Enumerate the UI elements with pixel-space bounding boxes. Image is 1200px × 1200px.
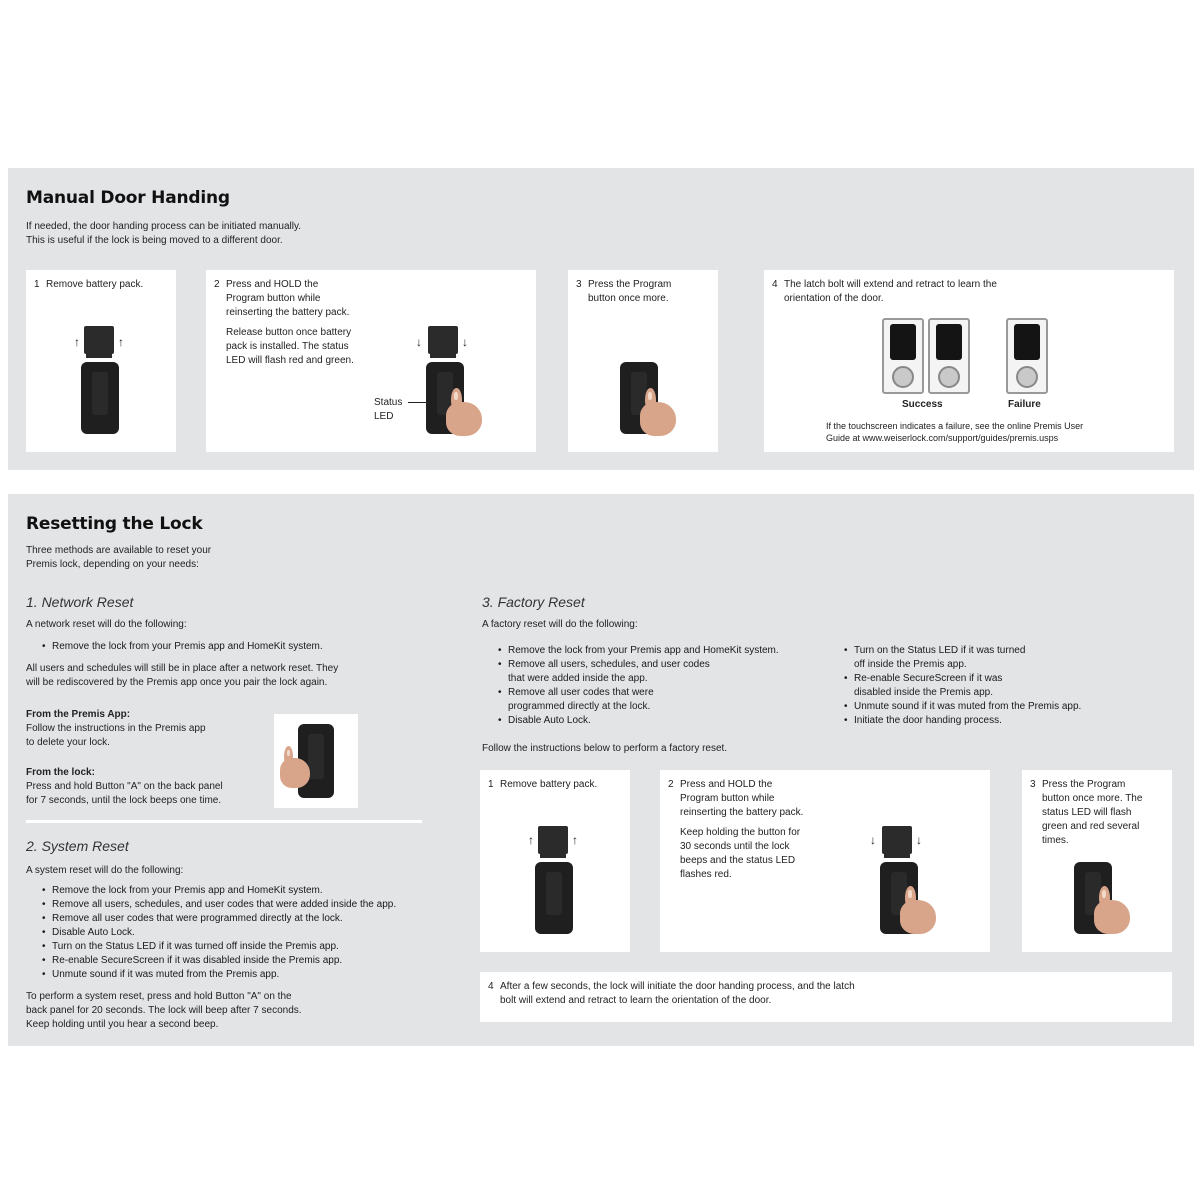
battery-pack-icon — [84, 326, 114, 354]
factory-step3-card — [1022, 770, 1172, 952]
factory-bullet-cont: programmed directly at the lock. — [508, 701, 651, 712]
manual-step2-text: 2 Press and HOLD the Program button while reinserting the battery pack. Release button once battery pack is installed. The status LED will flash red and green. — [214, 279, 354, 366]
factory-reset-title: 3. Factory Reset — [482, 594, 585, 610]
up-arrow-icon: ↑ — [74, 335, 80, 349]
resetting-lock-panel — [8, 494, 1194, 1046]
factory-step2-line6: beeps and the status LED — [680, 855, 796, 866]
finger-press-icon — [280, 758, 310, 788]
network-reset-lead: A network reset will do the following: — [26, 619, 187, 630]
reset-intro-line1: Three methods are available to reset your — [26, 545, 212, 556]
factory-step3-line4: green and red several — [1042, 821, 1140, 832]
manual-intro-line2: This is useful if the lock is being moved to a different door. — [26, 235, 283, 246]
factory-step2-line3: reinserting the battery pack. — [680, 807, 804, 818]
failure-label: Failure — [1008, 399, 1041, 410]
factory-step3-text: 3 Press the Program button once more. The status LED will flash green and red several times. — [1030, 779, 1143, 846]
factory-step2-line4: Keep holding the button for — [680, 827, 801, 838]
finger-press-icon — [1094, 900, 1130, 934]
manual-step1-label: Remove battery pack. — [46, 279, 144, 290]
system-bullet: • Disable Auto Lock. — [52, 926, 396, 940]
manual-step1-text: 1 Remove battery pack. — [34, 279, 144, 290]
system-reset-after — [26, 990, 302, 1032]
battery-pack-icon — [882, 826, 912, 854]
down-arrow-icon: ↓ — [416, 335, 422, 349]
factory-step4-line2: bolt will extend and retract to learn the orientation of the door. — [500, 995, 772, 1006]
network-reset-bullets — [38, 640, 323, 654]
down-arrow-icon: ↓ — [462, 335, 468, 349]
from-premis-app-heading: From the Premis App: — [26, 709, 131, 720]
up-arrow-icon: ↑ — [572, 833, 578, 847]
factory-step3-line5: times. — [1042, 835, 1069, 846]
factory-step2-line2: Program button while — [680, 793, 775, 804]
from-the-lock-line2: for 7 seconds, until the lock beeps one time. — [26, 795, 222, 806]
lock-back-icon — [535, 862, 573, 934]
factory-bullet: • Disable Auto Lock. — [508, 714, 779, 728]
system-bullet: • Remove all users, schedules, and user codes that were added inside the app. — [52, 898, 396, 912]
factory-bullet: • Unmute sound if it was muted from the Premis app. — [854, 700, 1081, 714]
reset-intro — [26, 544, 211, 572]
down-arrow-icon: ↓ — [916, 833, 922, 847]
manual-step2-line1: Press and HOLD the — [226, 279, 319, 290]
system-reset-title: 2. System Reset — [26, 838, 129, 854]
factory-step2-line7: flashes red. — [680, 869, 732, 880]
system-after-line2: back panel for 20 seconds. The lock will beep after 7 seconds. — [26, 1005, 302, 1016]
failure-note — [826, 420, 1083, 444]
factory-bullets-left — [494, 644, 779, 728]
system-after-line1: To perform a system reset, press and hold Button "A" on the — [26, 991, 292, 1002]
status-led-pointer — [408, 402, 428, 403]
factory-reset-lead: A factory reset will do the following: — [482, 619, 638, 630]
factory-step1-label: Remove battery pack. — [500, 779, 598, 790]
status-led-label-line1: Status — [374, 397, 403, 408]
manual-step3-text: 3 Press the Program button once more. — [576, 279, 672, 304]
reset-intro-line2: Premis lock, depending on your needs: — [26, 559, 199, 570]
down-arrow-icon: ↓ — [870, 833, 876, 847]
finger-press-icon — [640, 402, 676, 436]
manual-intro — [26, 220, 301, 248]
factory-follow: Follow the instructions below to perform a factory reset. — [482, 743, 728, 754]
system-reset-bullets — [38, 884, 396, 982]
system-bullet: • Remove the lock from your Premis app and HomeKit system. — [52, 884, 396, 898]
status-led-label-line2: LED — [374, 411, 394, 422]
factory-bullets-right — [840, 644, 1081, 728]
manual-door-handing-panel — [8, 168, 1194, 470]
network-bullet: • Remove the lock from your Premis app and HomeKit system. — [52, 640, 323, 654]
factory-step2-line1: Press and HOLD the — [680, 779, 773, 790]
factory-bullet: • Remove the lock from your Premis app and HomeKit system. — [508, 644, 779, 658]
factory-bullet-cont: disabled inside the Premis app. — [854, 687, 993, 698]
manual-step3-card — [568, 270, 718, 452]
failure-note-line2: Guide at www.weiserlock.com/support/guides/premis.usps — [826, 433, 1059, 443]
factory-step1-text: 1 Remove battery pack. — [488, 779, 598, 790]
system-after-line3: Keep holding until you hear a second beep. — [26, 1019, 219, 1030]
network-reset-title: 1. Network Reset — [26, 594, 134, 610]
manual-step4-line2: orientation of the door. — [784, 293, 884, 304]
manual-step2-card — [206, 270, 536, 452]
resetting-lock-title: Resetting the Lock — [26, 514, 203, 534]
factory-step4-text: 4 After a few seconds, the lock will initiate the door handing process, and the latch bolt will extend and retract to learn the orientation of the door. — [488, 981, 855, 1006]
from-premis-app — [26, 708, 206, 750]
status-led-label — [374, 396, 402, 424]
factory-step3-line2: button once more. The — [1042, 793, 1143, 804]
manual-door-handing-title: Manual Door Handing — [26, 188, 230, 208]
factory-step3-line3: status LED will flash — [1042, 807, 1132, 818]
system-bullet: • Unmute sound if it was muted from the Premis app. — [52, 968, 396, 982]
lock-front-success-icon — [928, 318, 970, 394]
factory-bullet: • Turn on the Status LED if it was turned — [854, 644, 1081, 658]
battery-pack-icon — [428, 326, 458, 354]
factory-step2-line5: 30 seconds until the lock — [680, 841, 790, 852]
failure-note-line1: If the touchscreen indicates a failure, see the online Premis User — [826, 421, 1084, 431]
section-divider — [26, 820, 422, 823]
manual-step2-line6: LED will flash red and green. — [226, 355, 354, 366]
from-the-lock-heading: From the lock: — [26, 767, 95, 778]
from-the-lock-line1: Press and hold Button "A" on the back panel — [26, 781, 223, 792]
system-bullet: • Re-enable SecureScreen if it was disabled inside the Premis app. — [52, 954, 396, 968]
up-arrow-icon: ↑ — [528, 833, 534, 847]
manual-step3-line1: Press the Program — [588, 279, 672, 290]
system-bullet: • Turn on the Status LED if it was turned off inside the Premis app. — [52, 940, 396, 954]
manual-step2-line5: pack is installed. The status — [226, 341, 349, 352]
factory-bullet-cont: that were added inside the app. — [508, 673, 648, 684]
manual-step3-line2: button once more. — [588, 293, 669, 304]
factory-bullet: • Re-enable SecureScreen if it was — [854, 672, 1081, 686]
finger-press-icon — [900, 900, 936, 934]
manual-step2-line2: Program button while — [226, 293, 321, 304]
factory-step4-line1: After a few seconds, the lock will initiate the door handing process, and the latch — [500, 981, 855, 992]
network-after-line2: will be rediscovered by the Premis app once you pair the lock again. — [26, 677, 328, 688]
factory-step1-card — [480, 770, 630, 952]
system-bullet: • Remove all user codes that were programmed directly at the lock. — [52, 912, 396, 926]
manual-intro-line1: If needed, the door handing process can be initiated manually. — [26, 221, 301, 232]
battery-pack-icon — [538, 826, 568, 854]
factory-bullet: • Remove all users, schedules, and user codes — [508, 658, 779, 672]
factory-step4-card — [480, 972, 1172, 1022]
manual-step1-card — [26, 270, 176, 452]
from-premis-app-line1: Follow the instructions in the Premis app — [26, 723, 206, 734]
factory-bullet: • Remove all user codes that were — [508, 686, 779, 700]
lock-front-success-icon — [882, 318, 924, 394]
manual-step4-card — [764, 270, 1174, 452]
manual-step2-line4: Release button once battery — [226, 327, 352, 338]
manual-step4-line1: The latch bolt will extend and retract to learn the — [784, 279, 997, 290]
factory-step2-text: 2 Press and HOLD the Program button while reinserting the battery pack. Keep holding the button for 30 seconds until the lock beeps and the status LED flashes red. — [668, 779, 804, 880]
finger-press-icon — [446, 402, 482, 436]
success-label: Success — [902, 399, 943, 410]
from-the-lock — [26, 766, 223, 808]
network-reset-after — [26, 662, 338, 690]
network-after-line1: All users and schedules will still be in place after a network reset. They — [26, 663, 339, 674]
from-premis-app-line2: to delete your lock. — [26, 737, 110, 748]
system-reset-lead: A system reset will do the following: — [26, 865, 184, 876]
factory-step3-line1: Press the Program — [1042, 779, 1126, 790]
factory-bullet-cont: off inside the Premis app. — [854, 659, 967, 670]
manual-step2-line3: reinserting the battery pack. — [226, 307, 350, 318]
network-reset-illustration — [274, 714, 358, 808]
up-arrow-icon: ↑ — [118, 335, 124, 349]
factory-bullet: • Initiate the door handing process. — [854, 714, 1081, 728]
lock-front-failure-icon — [1006, 318, 1048, 394]
factory-step2-card — [660, 770, 990, 952]
lock-back-icon — [81, 362, 119, 434]
manual-step4-text: 4 The latch bolt will extend and retract to learn the orientation of the door. — [772, 279, 997, 304]
